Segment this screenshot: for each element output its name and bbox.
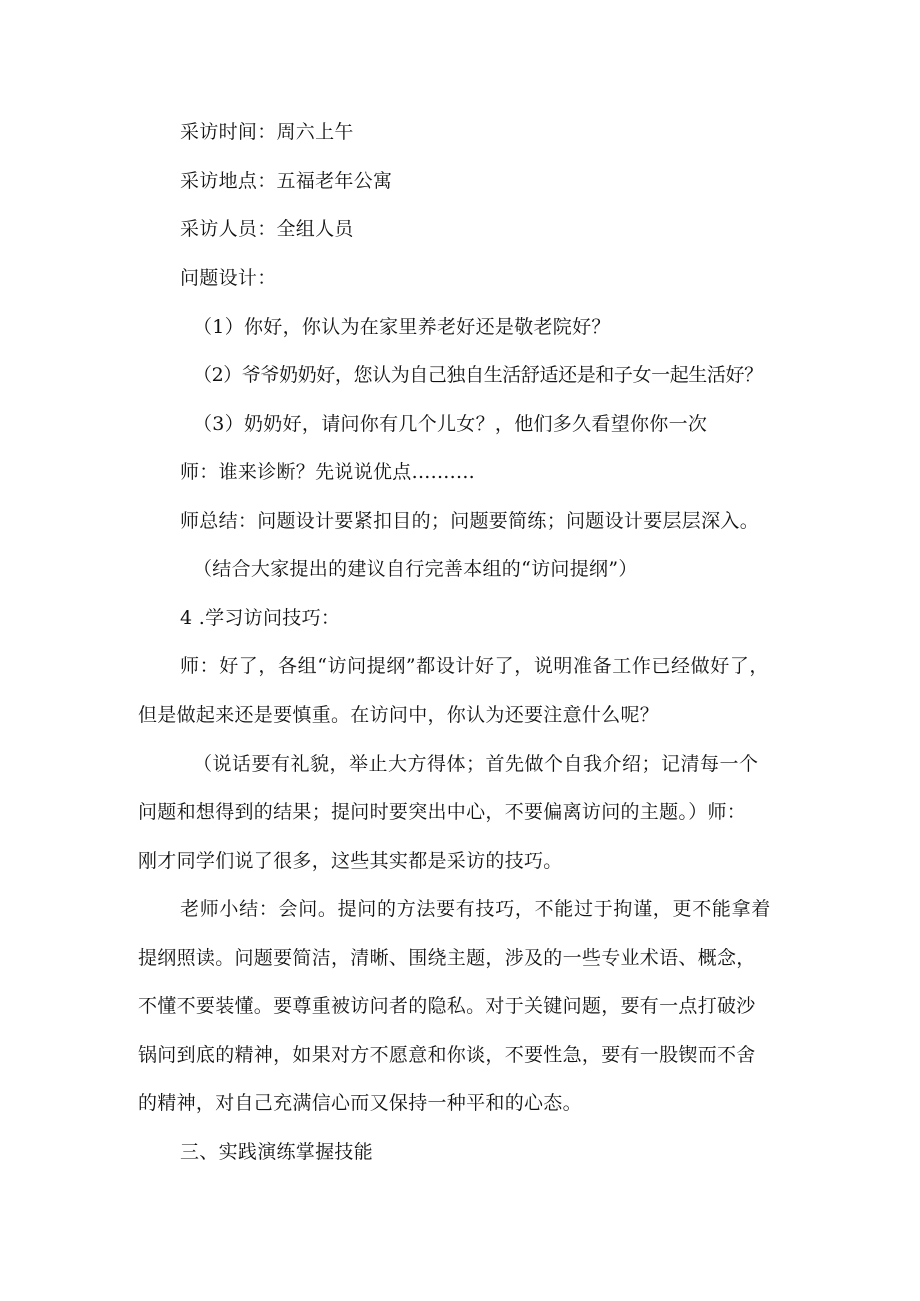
section-3-heading: 三、实践演练掌握技能 <box>180 1141 374 1163</box>
interview-staff: 采访人员：全组人员 <box>180 218 354 240</box>
paragraph-line: 锅问到底的精神，如果对方不愿意和你谈，不要性急，要有一股锲而不舍 <box>138 1044 756 1066</box>
paragraph-line: 问题和想得到的结果；提问时要突出中心，不要偏离访问的主题。）师： <box>138 801 747 823</box>
suggestion-note: （结合大家提出的建议自行完善本组的“访问提纲”） <box>193 558 638 580</box>
paragraph-line: 老师小结：会问。提问的方法要有技巧，不能过于拘谨，更不能拿着 <box>180 898 772 920</box>
question-design-heading: 问题设计： <box>180 267 277 289</box>
question-1: （1）你好，你认为在家里养老好还是敬老院好？ <box>193 316 611 338</box>
paragraph-line: （说话要有礼貌，举止大方得体；首先做个自我介绍；记清每一个 <box>193 753 759 775</box>
paragraph-line: 但是做起来还是要慎重。在访问中，你认为还要注意什么呢？ <box>138 704 660 726</box>
teacher-diagnose-line: 师：谁来诊断？先说说优点.......... <box>180 461 475 483</box>
paragraph-line: 的精神，对自己充满信心而又保持一种平和的心态。 <box>138 1092 582 1114</box>
paragraph-line: 不懂不要装懂。要尊重被访问者的隐私。对于关键问题，要有一点打破沙 <box>138 995 756 1017</box>
paragraph-line: 提纲照读。问题要简洁，清晰、围绕主题，涉及的一些专业术语、概念， <box>138 947 756 969</box>
interview-location: 采访地点：五福老年公寓 <box>180 170 393 192</box>
teacher-summary-line: 师总结：问题设计要紧扣目的；问题要简练；问题设计要层层深入。 <box>180 510 760 532</box>
question-2: （2）爷爷奶奶好，您认为自己独自生活舒适还是和子女一起生活好？ <box>193 364 763 386</box>
paragraph-line: 师：好了，各组“访问提纲”都设计好了，说明准备工作已经做好了， <box>180 655 770 677</box>
section-4-heading: 4 .学习访问技巧： <box>180 607 341 629</box>
question-3: （3）奶奶好，请问你有几个儿女？，他们多久看望你你一次 <box>193 413 708 435</box>
paragraph-line: 刚才同学们说了很多，这些其实都是采访的技巧。 <box>138 850 563 872</box>
interview-time: 采访时间：周六上午 <box>180 121 354 143</box>
